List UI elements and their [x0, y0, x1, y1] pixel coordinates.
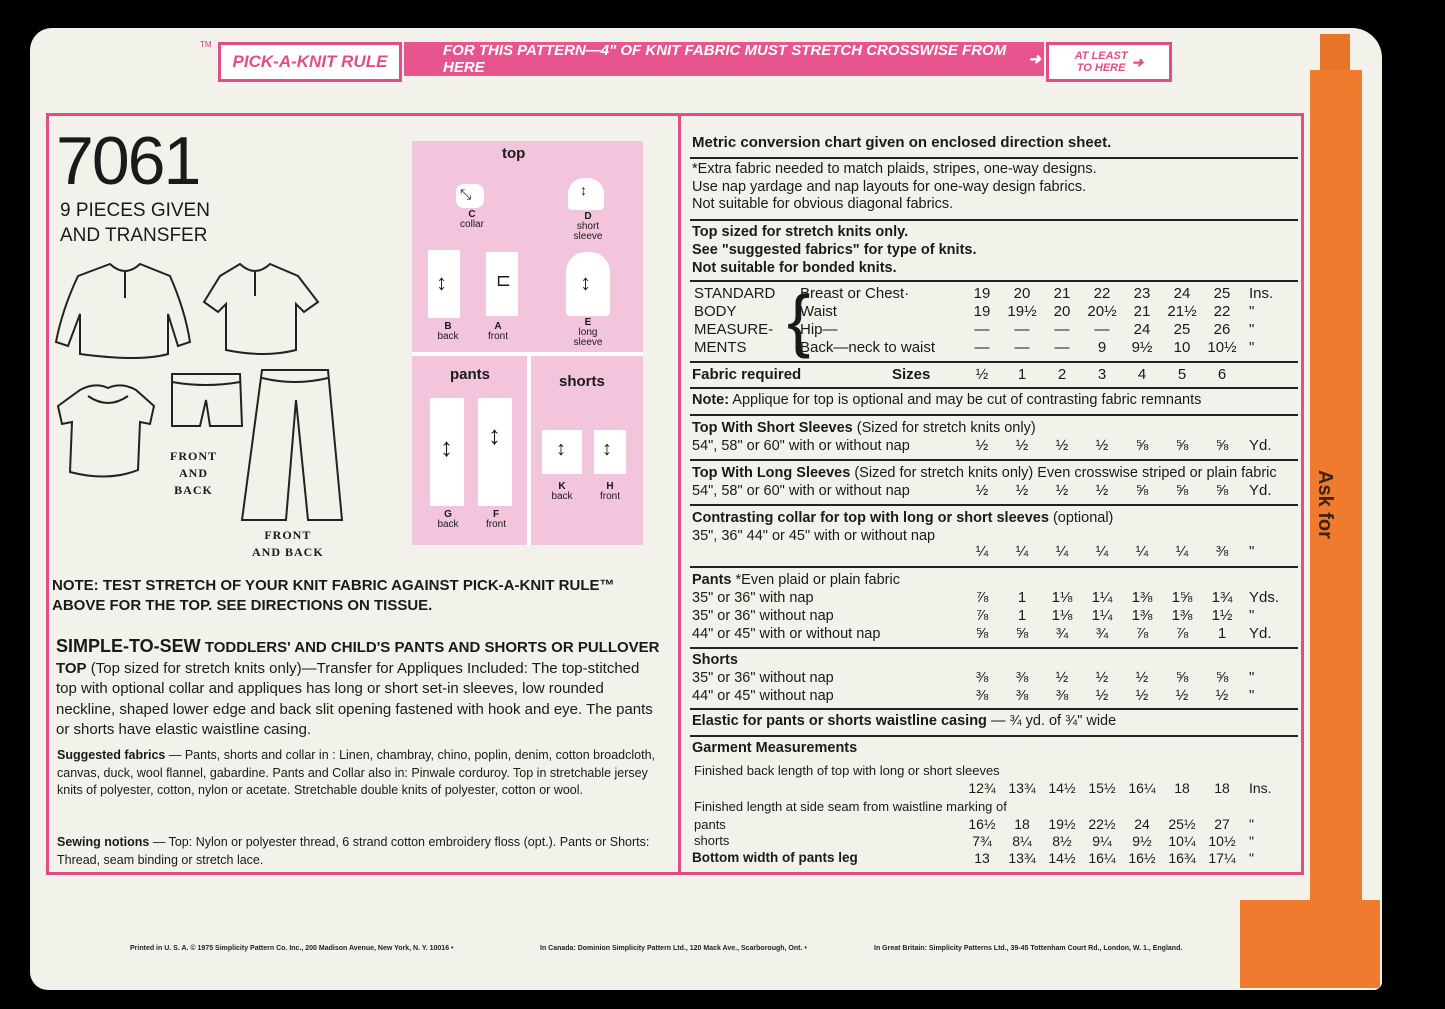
value-cell: 15½ [1088, 780, 1116, 796]
std-line: MEASURE- [694, 321, 774, 338]
pieces-given [60, 198, 210, 248]
piece-k-label [542, 482, 582, 502]
value-cell: ½ [975, 366, 989, 383]
short-sleeve-top-sketch [204, 264, 318, 354]
value-cell: 22 [1213, 303, 1231, 320]
side-ask-text: Ask for [1314, 470, 1336, 539]
shorts-sketch [172, 374, 242, 426]
value-cell: — [1014, 321, 1030, 338]
value-cell: ¼ [1135, 543, 1149, 560]
value-cell: 16¼ [1088, 850, 1116, 866]
value-cell: ¼ [975, 543, 989, 560]
value-cell: 1⅜ [1131, 589, 1153, 606]
pants-pieces-label: pants [450, 366, 491, 383]
value-cell: 16¾ [1168, 850, 1196, 866]
pants-title: Pants [692, 572, 732, 588]
arrow-right-icon: ➜ [1028, 51, 1041, 68]
value-cell: ⅜ [1055, 687, 1069, 704]
at-least-box [1046, 42, 1172, 82]
value-cell: 21½ [1167, 303, 1197, 320]
value-cell: ½ [1095, 687, 1109, 704]
piece-name: front [487, 331, 508, 342]
value-cell: 20½ [1087, 303, 1117, 320]
value-cell: " [1249, 816, 1254, 832]
value-cell: 19 [973, 303, 991, 320]
garment-length-values [965, 816, 1285, 868]
value-cell: 23 [1133, 285, 1151, 302]
value-cell: 5 [1177, 366, 1187, 383]
value-cell: 9½ [1132, 833, 1152, 849]
value-cell: ½ [1095, 669, 1109, 686]
top-sizing-note [692, 223, 977, 277]
rule [690, 708, 1298, 710]
applique-note [692, 392, 1201, 408]
piece-letter: G [444, 509, 452, 520]
pattern-description [56, 636, 664, 741]
value-cell: ¼ [1175, 543, 1189, 560]
std-line: MENTS [694, 339, 747, 356]
sewing-notions [57, 834, 667, 869]
value-cell: ⅝ [1135, 437, 1149, 454]
value-cell: ¼ [1095, 543, 1109, 560]
value-cell: ⅜ [1015, 687, 1029, 704]
suggested-fabrics-label: Suggested fabrics [57, 748, 166, 762]
value-cell: 12¾ [968, 780, 996, 796]
finished-back-values [965, 780, 1285, 800]
bottom-width-label: Bottom width of pants leg [692, 850, 858, 865]
rule [690, 414, 1298, 416]
piece-c-label [452, 210, 492, 230]
value-cell: 14½ [1048, 850, 1076, 866]
grain-arrow-icon: ↕ [580, 270, 591, 295]
value-cell: " [1249, 339, 1255, 356]
value-cell: " [1249, 303, 1255, 320]
value-cell: 25 [1213, 285, 1231, 302]
value-cell: ⅜ [1015, 669, 1029, 686]
short-sleeve-values [965, 437, 1285, 457]
value-cell: ¼ [1055, 543, 1069, 560]
value-cell: ¼ [1015, 543, 1029, 560]
fold-arrow-icon: ⊏ [496, 270, 512, 290]
sewing-notions-label: Sewing notions [57, 835, 150, 849]
value-cell: 8½ [1052, 833, 1072, 849]
footer-usa: Printed in U. S. A. © 1975 Simplicity Pattern Co. Inc., 200 Madison Avenue, New York, N. Y. 10016 • [130, 945, 454, 952]
measurement-name: Hip— [800, 321, 838, 338]
value-cell: 21 [1133, 303, 1151, 320]
value-cell: 1 [1017, 607, 1027, 624]
value-cell: 7¾ [972, 833, 992, 849]
piece-letter: C [468, 209, 476, 220]
value-cell: 20 [1013, 285, 1031, 302]
value-cell: 9¼ [1092, 833, 1112, 849]
orange-insert-corner [1240, 900, 1380, 988]
value-cell: ½ [1015, 482, 1029, 499]
elastic-row [692, 713, 1116, 729]
value-cell: 21 [1053, 285, 1071, 302]
value-cell: 13 [974, 850, 990, 866]
value-cell: — [974, 339, 990, 356]
rule [690, 504, 1298, 506]
value-cell: ½ [975, 437, 989, 454]
value-cell: 24 [1134, 816, 1150, 832]
value-cell: 1⅝ [1171, 589, 1193, 606]
value-cell: 10 [1173, 339, 1191, 356]
note-label: Note: [692, 392, 730, 408]
value-cell: 16½ [1128, 850, 1156, 866]
piece-name: back [437, 331, 459, 342]
grain-arrow-icon: ↕ [556, 438, 566, 460]
rule [690, 566, 1298, 568]
value-cell: 25½ [1168, 816, 1196, 832]
to-here-text: TO HERE [1076, 62, 1126, 74]
suggested-fabrics-text: — Pants, shorts and collar in : Linen, chambray, chino, poplin, denim, cotton broadcloth, canvas, duck, wool flannel, gabardine. Pants and Collar also in: Pinwale corduroy. Top in stretchable jersey knits of polyester, cotton, nylon or acetate. Stretchable double knits of polyester, cotton or wool. [57, 748, 656, 797]
pieces-line-2: AND TRANSFER [60, 225, 208, 246]
value-cell: ⅜ [975, 669, 989, 686]
value-cell: 19 [973, 285, 991, 302]
value-cell: ½ [1015, 437, 1029, 454]
extra-fabric-line: Use nap yardage and nap layouts for one-way design fabrics. [692, 178, 1087, 195]
footer-britain: In Great Britain: Simplicity Patterns Ltd., 39-45 Tottenham Court Rd., London, W. 1., England. [874, 945, 1183, 952]
grain-arrow-icon: ↕ [602, 438, 612, 460]
fabric-required-label: Fabric required [692, 366, 802, 383]
piece-g-label [428, 510, 468, 530]
pattern-number: 7061 [56, 123, 200, 199]
value-cell: ⅜ [975, 687, 989, 704]
value-cell: 4 [1137, 366, 1147, 383]
value-cell: 3 [1097, 366, 1107, 383]
finished-side-label: Finished length at side seam from waistline marking of [694, 799, 1007, 814]
value-cell: 10½ [1207, 339, 1237, 356]
rule [690, 387, 1298, 389]
footer-canada: In Canada: Dominion Simplicity Pattern Ltd., 120 Mack Ave., Scarborough, Ont. • [540, 945, 807, 952]
note-text: Applique for top is optional and may be cut of contrasting fabric remnants [732, 392, 1202, 408]
extra-fabric-note [692, 161, 1097, 214]
value-cell: — [1054, 339, 1070, 356]
value-cell: — [1054, 321, 1070, 338]
stretch-test-note: NOTE: TEST STRETCH OF YOUR KNIT FABRIC AGAINST PICK-A-KNIT RULE™ ABOVE FOR THE TOP. SEE DIRECTIONS ON TISSUE. [52, 577, 615, 614]
value-cell: ½ [1055, 437, 1069, 454]
elastic-value: — ¾ yd. of ¾" wide [990, 713, 1117, 729]
value-cell: 1 [1217, 625, 1227, 642]
piece-letter: E [584, 317, 592, 328]
value-cell: 19½ [1007, 303, 1037, 320]
piece-name: front [485, 519, 506, 530]
piece-letter: A [494, 321, 502, 332]
value-cell: 1¼ [1091, 607, 1113, 624]
value-cell: ½ [1215, 687, 1229, 704]
piece-name: back [551, 491, 573, 502]
value-cell: ⅝ [975, 625, 989, 642]
grain-arrow-icon: ↕ [436, 270, 447, 295]
standard-body-measurements-label [694, 285, 775, 357]
value-cell: Yd. [1249, 437, 1272, 454]
value-cell: 22 [1093, 285, 1111, 302]
value-cell: 1 [1017, 589, 1027, 606]
shorts-title: Shorts [692, 652, 738, 668]
value-cell: ⅝ [1175, 669, 1189, 686]
sizes-label: Sizes [892, 366, 931, 383]
value-cell: " [1249, 321, 1255, 338]
pants-section [692, 571, 900, 643]
pants-sketch [242, 370, 342, 520]
long-sleeve-top-sketch [56, 264, 190, 358]
piece-f-pants-front [478, 398, 512, 506]
value-cell: ⅝ [1135, 482, 1149, 499]
rule [690, 647, 1298, 649]
value-cell: ⅝ [1015, 625, 1029, 642]
piece-name: sleeve [573, 337, 603, 348]
value-cell: 24 [1133, 321, 1151, 338]
value-cell: — [1014, 339, 1030, 356]
value-cell: 18 [1214, 780, 1230, 796]
pants-sub: *Even plaid or plain fabric [735, 572, 900, 588]
piece-f-label [476, 510, 516, 530]
value-cell: ⅝ [1215, 482, 1229, 499]
value-cell: ¾ [1095, 625, 1109, 642]
value-cell: Ins. [1249, 780, 1272, 796]
long-sleeve-title: Top With Long Sleeves [692, 465, 851, 481]
sizes-row [965, 366, 1285, 386]
piece-name: long [578, 327, 598, 338]
value-cell: 17¼ [1208, 850, 1236, 866]
value-cell: 13¾ [1008, 850, 1036, 866]
stretch-instruction [404, 42, 1044, 76]
top-sizing-line: Not suitable for bonded knits. [692, 260, 897, 276]
metric-note: Metric conversion chart given on enclosed direction sheet. [692, 134, 1112, 151]
long-sleeve-row-label: 54", 58" or 60" with or without nap [692, 483, 910, 499]
value-cell: 8¼ [1012, 833, 1032, 849]
value-cell: 27 [1214, 816, 1230, 832]
collar-sub: (optional) [1052, 510, 1114, 526]
value-cell: 22½ [1088, 816, 1116, 832]
value-cell: ⅞ [975, 589, 989, 606]
value-cell: 19½ [1048, 816, 1076, 832]
long-sleeve-values [965, 482, 1285, 502]
value-cell: 20 [1053, 303, 1071, 320]
value-cell: 9½ [1131, 339, 1153, 356]
stretch-text: FOR THIS PATTERN—4" OF KNIT FABRIC MUST STRETCH CROSSWISE FROM HERE [443, 42, 1007, 76]
value-cell: ⅝ [1175, 482, 1189, 499]
front-and-back-line: BACK [174, 483, 213, 497]
value-cell: 6 [1217, 366, 1227, 383]
grain-arrow-icon: ↕ [488, 420, 501, 450]
extra-fabric-line: Not suitable for obvious diagonal fabrics. [692, 196, 954, 212]
value-cell: 1⅛ [1051, 589, 1073, 606]
sewing-notions-text: — Top: Nylon or polyester thread, 6 strand cotton embroidery floss (opt.). Pants or Shorts: Thread, seam binding or stretch lace. [57, 835, 650, 867]
value-cell: 18 [1014, 816, 1030, 832]
rule [690, 459, 1298, 461]
value-cell: — [974, 321, 990, 338]
piece-letter: H [606, 481, 614, 492]
long-sleeve-sub: (Sized for stretch knits only) Even crosswise striped or plain fabric [854, 465, 1277, 481]
collar-top-sketch [58, 385, 154, 476]
measurement-name: Waist [800, 303, 837, 320]
std-line: BODY [694, 303, 737, 320]
value-cell: Ins. [1249, 285, 1274, 302]
shorts-length-label: shorts [694, 833, 730, 848]
front-and-back-label-1 [170, 448, 217, 499]
value-cell: — [1094, 321, 1110, 338]
grain-arrow-icon: ↕ [580, 182, 587, 198]
top-pieces-label: top [502, 145, 526, 162]
piece-letter: F [492, 509, 500, 520]
pieces-line-1: 9 PIECES GIVEN [60, 200, 210, 221]
collar-title: Contrasting collar for top with long or short sleeves [692, 510, 1049, 526]
piece-name: back [437, 519, 459, 530]
finished-back-label: Finished back length of top with long or short sleeves [694, 763, 1000, 778]
pick-a-knit-label: PICK-A-KNIT RULE [218, 42, 402, 82]
at-least-text: AT LEAST [1074, 50, 1128, 62]
value-cell: ⅞ [1175, 625, 1189, 642]
value-cell: " [1249, 687, 1255, 704]
front-and-back-line: AND BACK [252, 545, 324, 559]
value-cell: 1⅜ [1131, 607, 1153, 624]
shorts-pieces-label: shorts [559, 373, 605, 390]
short-sleeve-title: Top With Short Sleeves [692, 420, 853, 436]
column-divider [678, 113, 681, 875]
rule [690, 361, 1298, 363]
piece-letter: D [584, 211, 592, 222]
value-cell: 13¾ [1008, 780, 1036, 796]
value-cell: 26 [1213, 321, 1231, 338]
collar-row-label: 35", 36" 44" or 45" with or without nap [692, 528, 936, 544]
front-and-back-line: FRONT [170, 449, 217, 463]
brace-icon: { [787, 281, 811, 359]
value-cell: " [1249, 607, 1255, 624]
value-cell: 25 [1173, 321, 1191, 338]
front-and-back-line: FRONT [264, 528, 312, 542]
value-cell: ⅞ [975, 607, 989, 624]
rule [690, 219, 1298, 221]
arrow-right-icon: ➜ [1131, 54, 1144, 70]
grain-arrow-icon: ↕ [440, 432, 453, 462]
short-sleeve-sub: (Sized for stretch knits only) [856, 420, 1036, 436]
garment-measurements-title: Garment Measurements [692, 740, 858, 756]
short-sleeve-row-label: 54", 58" or 60" with or without nap [692, 438, 910, 454]
value-cell: 1½ [1211, 607, 1233, 624]
value-cell: ½ [975, 482, 989, 499]
value-cell: 9 [1097, 339, 1107, 356]
pants-row-label: 35" or 36" without nap [692, 608, 834, 624]
piece-a-label [478, 322, 518, 342]
value-cell: ¾ [1055, 625, 1069, 642]
piece-name: collar [460, 219, 484, 230]
value-cell: 18 [1174, 780, 1190, 796]
shorts-row-label: 35" or 36" without nap [692, 670, 834, 686]
value-cell: ⅝ [1215, 437, 1229, 454]
pieces-divider-v [527, 356, 531, 545]
value-cell: ½ [1095, 437, 1109, 454]
value-cell: 10¼ [1168, 833, 1196, 849]
measurement-name: Back—neck to waist [800, 339, 936, 356]
shorts-values [965, 669, 1285, 707]
garment-sketches [50, 250, 390, 570]
value-cell: 14½ [1048, 780, 1076, 796]
piece-e-label [568, 318, 608, 348]
shorts-row-label: 44" or 45" without nap [692, 688, 834, 704]
collar-values [965, 543, 1285, 563]
suggested-fabrics [57, 747, 667, 800]
pants-row-label: 35" or 36" with nap [692, 590, 814, 606]
collar-section [692, 509, 1113, 545]
rule [690, 280, 1298, 282]
rule [690, 735, 1298, 737]
std-line: STANDARD [694, 285, 776, 302]
value-cell: 1⅛ [1051, 607, 1073, 624]
value-cell: " [1249, 833, 1254, 849]
piece-d-label [568, 212, 608, 242]
value-cell: ½ [1055, 669, 1069, 686]
piece-h-label [590, 482, 630, 502]
description-body: (Top sized for stretch knits only)—Transfer for Appliques Included: The top-stitched top with optional collar and appliques has long or short set-in sleeves, low rounded neckline, shaped lower edge and back slit opening fastened with hook and eye. The pants or shorts have elastic waistline casing. [56, 659, 653, 738]
description-title: SIMPLE-TO-SEW [56, 636, 201, 656]
trademark: TM [200, 40, 212, 49]
grain-arrow-icon: ⤡ [460, 186, 472, 202]
elastic-label: Elastic for pants or shorts waistline casing [692, 713, 987, 729]
at-least-lines [1075, 50, 1128, 74]
value-cell: ½ [1135, 687, 1149, 704]
measurement-names [800, 285, 935, 357]
pants-row-label: 44" or 45" with or without nap [692, 626, 881, 642]
extra-fabric-line: *Extra fabric needed to match plaids, stripes, one-way designs. [692, 161, 1097, 177]
value-cell: 16½ [968, 816, 996, 832]
value-cell: " [1249, 669, 1255, 686]
value-cell: ⅝ [1215, 669, 1229, 686]
value-cell: 16¼ [1128, 780, 1156, 796]
front-and-back-label-2 [252, 527, 324, 561]
rule [690, 157, 1298, 159]
piece-name: front [599, 491, 620, 502]
top-sizing-line: Top sized for stretch knits only. [692, 224, 909, 240]
value-cell: ⅜ [1215, 543, 1229, 560]
shorts-section [692, 651, 834, 705]
piece-name: sleeve [573, 231, 603, 242]
value-cell: 1¼ [1091, 589, 1113, 606]
value-cell: ⅝ [1175, 437, 1189, 454]
value-cell: Yd. [1249, 625, 1272, 642]
piece-name: short [576, 221, 600, 232]
value-cell: ½ [1135, 669, 1149, 686]
value-cell: ½ [1095, 482, 1109, 499]
measurement-name: Breast or Chest· [800, 285, 910, 302]
pants-values [965, 589, 1285, 645]
value-cell: 10½ [1208, 833, 1236, 849]
value-cell: ½ [1175, 687, 1189, 704]
value-cell: " [1249, 543, 1255, 560]
top-sizing-line: See "suggested fabrics" for type of knits. [692, 242, 977, 258]
value-cell: ½ [1055, 482, 1069, 499]
value-cell: 1¾ [1211, 589, 1233, 606]
value-cell: ⅞ [1135, 625, 1149, 642]
value-cell: 1⅜ [1171, 607, 1193, 624]
measurement-values [965, 285, 1285, 359]
description-subtitle: TODDLERS' AND CHILD'S PANTS AND SHORTS OR PULLOVER TOP [56, 639, 660, 677]
front-and-back-line: AND [179, 466, 208, 480]
value-cell: Yd. [1249, 482, 1272, 499]
value-cell: 1 [1017, 366, 1027, 383]
value-cell: Yds. [1249, 589, 1280, 606]
value-cell: " [1249, 850, 1254, 866]
pants-length-label: pants [694, 817, 726, 832]
piece-letter: B [444, 321, 452, 332]
value-cell: 2 [1057, 366, 1067, 383]
piece-b-label [428, 322, 468, 342]
piece-letter: K [558, 481, 566, 492]
value-cell: 24 [1173, 285, 1191, 302]
